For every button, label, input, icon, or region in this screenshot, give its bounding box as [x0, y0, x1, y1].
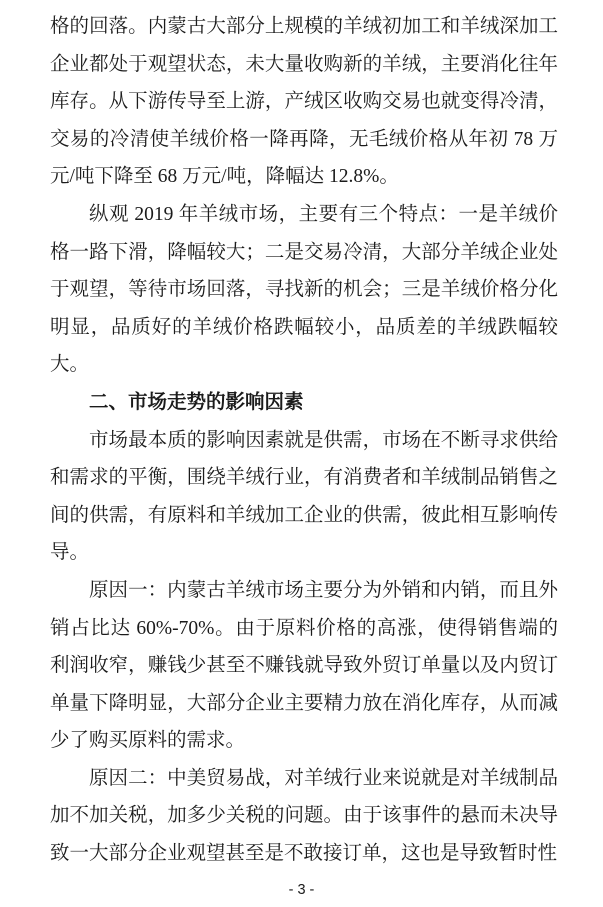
paragraph: 纵观 2019 年羊绒市场，主要有三个特点：一是羊绒价格一路下滑，降幅较大；二是交易冷清，大部分羊绒企业处于观望，等待市场回落，寻找新的机会；三是羊绒价格分化明显，品质好的羊绒价格跌幅较小，品质差的羊绒跌幅较大。	[50, 203, 558, 376]
paragraph: 原因二：中美贸易战，对羊绒行业来说就是对羊绒制品加不加关税，加多少关税的问题。由于该事件的悬而未决导致一大部分企业观望甚至是不敢接订单，这也是导致暂时性	[50, 767, 558, 865]
section-heading: 二、市场走势的影响因素	[89, 391, 304, 413]
paragraph-continued: 格的回落。内蒙古大部分上规模的羊绒初加工和羊绒深加工企业都处于观望状态，未大量收购新的羊绒，主要消化往年库存。从下游传导至上游，产绒区收购交易也就变得冷清，交易的冷清使羊绒价格一降再降，无毛绒价格从年初 78 万元/吨下降至 68 万元/吨，降幅达 12.8%。	[50, 16, 558, 188]
document-body	[50, 8, 558, 873]
paragraph: 市场最本质的影响因素就是供需，市场在不断寻求供给和需求的平衡，围绕羊绒行业，有消费者和羊绒制品销售之间的供需，有原料和羊绒加工企业的供需，彼此相互影响传导。	[50, 429, 558, 564]
page-number: - 3 -	[288, 882, 315, 898]
paragraph: 原因一：内蒙古羊绒市场主要分为外销和内销，而且外销占比达 60%-70%。由于原料价格的高涨，使得销售端的利润收窄，赚钱少甚至不赚钱就导致外贸订单量以及内贸订单量下降明显，大部分企业主要精力放在消化库存，从而减少了购买原料的需求。	[50, 579, 558, 752]
